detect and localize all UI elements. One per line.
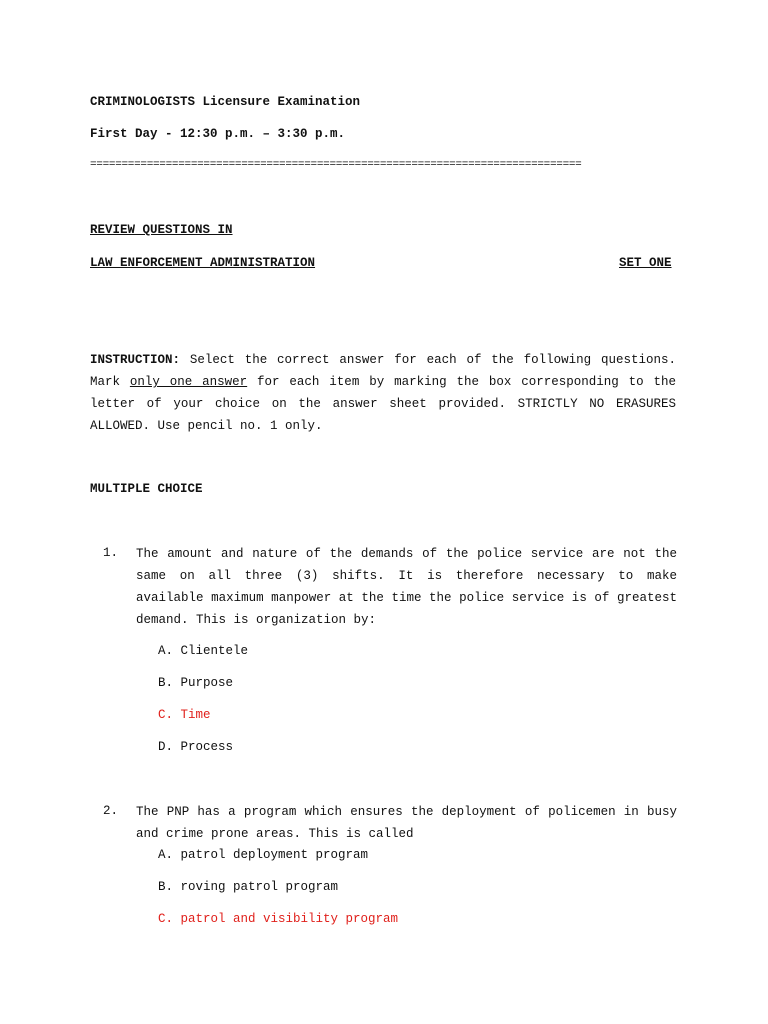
set-label: SET ONE (619, 256, 672, 270)
review-heading: REVIEW QUESTIONS IN (90, 223, 233, 237)
option-b: B. roving patrol program (158, 880, 339, 894)
question-number: 2. (103, 804, 119, 818)
option-d: D. Process (158, 740, 234, 754)
option-c-correct: C. patrol and visibility program (158, 912, 399, 926)
exam-title: CRIMINOLOGISTS Licensure Examination (90, 95, 361, 109)
instruction-label: INSTRUCTION: (90, 353, 181, 367)
section-heading: MULTIPLE CHOICE (90, 482, 203, 496)
separator-line: ============================================================================== (90, 159, 582, 171)
instruction-emphasis: only one answer (129, 375, 248, 389)
option-b: B. Purpose (158, 676, 234, 690)
question-number: 1. (103, 546, 119, 560)
option-a: A. Clientele (158, 644, 249, 658)
question-text: The amount and nature of the demands of the police service are not the same on all three (3) shifts. It is therefore necessary to make available maximum manpower at the time the police service is of greatest demand. This is organization by: (136, 547, 677, 627)
instruction-paragraph (90, 349, 676, 437)
subject-heading: LAW ENFORCEMENT ADMINISTRATION (90, 256, 316, 270)
instruction-text-2: for each item by marking the box corresponding to the letter of your choice on the answer sheet provided. STRICTLY NO ERASURES ALLOWED. Use pencil no. 1 only. (90, 375, 676, 433)
option-a: A. patrol deployment program (158, 848, 369, 862)
option-c-correct: C. Time (158, 708, 211, 722)
question-text: The PNP has a program which ensures the deployment of policemen in busy and crime prone areas. This is called (136, 805, 677, 841)
instruction-text-1: Select the correct answer for each of the following questions. Mark (90, 353, 676, 389)
exam-schedule: First Day - 12:30 p.m. – 3:30 p.m. (90, 127, 346, 141)
